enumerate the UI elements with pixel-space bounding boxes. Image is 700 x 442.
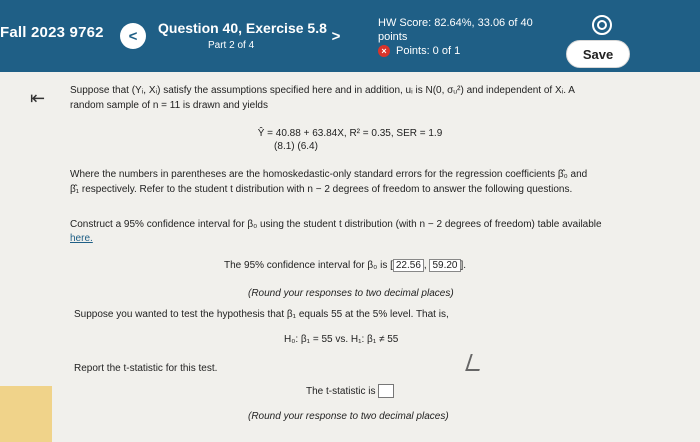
save-button[interactable]: Save [566, 40, 630, 68]
intro-line-1: Suppose that (Yᵢ, Xᵢ) satisfy the assumptions specified here and in addition, uᵢ is N(0, σᵤ²) and independent of Xᵢ. A [70, 85, 575, 96]
hw-score: HW Score: 82.64%, 33.06 of 40 points [378, 17, 533, 43]
mouse-cursor-icon [465, 354, 485, 371]
rounding-note-1: (Round your responses to two decimal places) [248, 288, 454, 299]
confidence-interval: The 95% confidence interval for β₀ is [ 22.56 , 59.20 ]. [224, 260, 467, 271]
incorrect-icon: × [378, 45, 390, 57]
hypotheses: H₀: β₁ = 55 vs. H₁: β₁ ≠ 55 [284, 334, 399, 345]
next-question-button[interactable]: > [331, 27, 341, 45]
ci-upper-answer[interactable]: 59.20 [429, 259, 460, 272]
report-instruction: Report the t-statistic for this test. [74, 363, 218, 374]
gear-icon[interactable] [592, 15, 612, 35]
table-link[interactable]: here. [70, 233, 93, 244]
sidebar-corner [0, 386, 52, 442]
regression-equation: Ŷ = 40.88 + 63.84X, R² = 0.35, SER = 1.9 [257, 128, 443, 139]
question-title: Question 40, Exercise 5.8 [158, 20, 327, 36]
previous-question-button[interactable]: < [120, 23, 146, 49]
standard-errors: (8.1) (6.4) [274, 141, 318, 152]
construct-line: Construct a 95% confidence interval for β₀ using the student t distribution (with n − 2 degrees of freedom) table available [70, 219, 602, 230]
back-to-list-icon[interactable]: ⇤ [30, 88, 46, 108]
t-statistic-prompt: The t-statistic is [306, 384, 394, 399]
where-line-1: Where the numbers in parentheses are the homoskedastic-only standard errors for the regression coefficients β̂₀ and [70, 169, 588, 180]
t-statistic-input[interactable] [378, 384, 394, 398]
points-status: × Points: 0 of 1 [378, 45, 460, 57]
rounding-note-2: (Round your response to two decimal places) [248, 411, 449, 422]
where-line-2: β̂₁ respectively. Refer to the student t distribution with n − 2 degrees of freedom to answer the following questions. [70, 184, 573, 195]
top-bar [0, 0, 700, 72]
intro-line-2: random sample of n = 11 is drawn and yields [70, 100, 268, 111]
course-title: Fall 2023 9762 [0, 24, 104, 41]
ci-lower-answer[interactable]: 22.56 [393, 259, 424, 272]
hypothesis-line: Suppose you wanted to test the hypothesis that β₁ equals 55 at the 5% level. That is, [74, 309, 449, 320]
question-part: Part 2 of 4 [208, 40, 255, 51]
